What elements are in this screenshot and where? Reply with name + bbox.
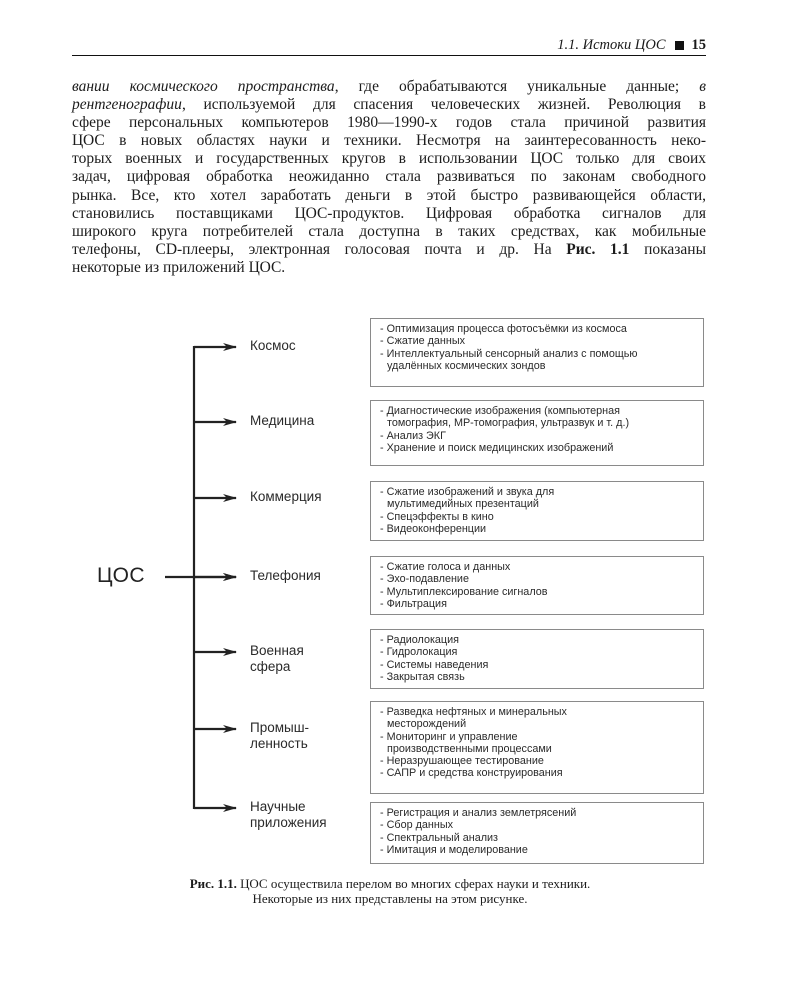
body-text-run: , используемой для спасения человеческих жизней. Революция в [181,96,706,114]
application-item [380,767,695,779]
application-box [370,629,704,689]
figure-reference: Рис. 1.1 [566,240,630,258]
body-text-run: сфере персональных компьютеров 1980—1990-х годов стала причиной развития [72,114,706,132]
category-label [250,799,327,831]
category-label-line: Военная [250,643,304,658]
application-box [370,400,704,466]
application-box [370,802,704,864]
application-item [380,561,695,573]
body-text-run: торых военных и государственных кругов в использовании ЦОС только для своих [72,150,706,168]
application-item [380,832,695,844]
application-item-text: - Сжатие данных [380,335,465,348]
category-label-line: сфера [250,659,291,674]
application-item [380,586,695,598]
application-item-text: - Сбор данных [380,819,453,832]
application-item-text: - Фильтрация [380,597,447,610]
application-item-text: - Разведка нефтяных и минеральных [380,706,567,718]
application-item [380,335,695,347]
application-item-text: - Анализ ЭКГ [380,429,446,442]
application-item-text: - Спецэффекты в кино [380,510,494,523]
application-item [380,323,695,335]
section-title: 1.1. Истоки ЦОС [557,37,666,53]
application-item-text: - Спектральный анализ [380,831,498,844]
application-item-text: - Видеоконференции [380,522,487,535]
application-item [380,523,695,535]
application-item-text: - Неразрушающее тестирование [380,755,544,768]
application-item-text: - Закрытая связь [380,670,465,683]
application-item [380,405,695,430]
application-item-text: - Регистрация и анализ землетрясений [380,807,577,819]
application-item [380,634,695,646]
application-item-text: - Сжатие голоса и данных [380,561,511,573]
category-label-line: приложения [250,815,327,830]
caption-label: Рис. 1.1. [189,876,237,891]
application-item-continuation: производственными процессами [387,742,552,755]
category-label-line: Телефония [250,568,321,583]
application-item [380,755,695,767]
application-item [380,511,695,523]
caption-line-1 [100,877,680,892]
category-label [250,338,296,354]
application-item [380,348,695,373]
application-item [380,807,695,819]
application-item-text: - Оптимизация процесса фотосъёмки из космоса [380,323,627,335]
application-item [380,706,695,731]
application-item-text: - Эхо-подавление [380,573,469,586]
emphasis-text: в [699,78,706,95]
application-item [380,486,695,511]
application-item [380,430,695,442]
category-label-line: Коммерция [250,489,322,504]
page-number: 15 [691,37,706,53]
application-item [380,442,695,454]
application-item [380,646,695,658]
body-text-run: широкого круга потребителей стала доступна в таких средствах, как мобильные [72,222,706,240]
category-label-line: ленность [250,736,308,751]
application-item-text: - Радиолокация [380,634,459,646]
body-text-run: рынка. Все, кто хотел заработать деньги в этой быстро развивающейся области, [72,186,706,204]
application-item [380,731,695,756]
application-item-text: - Сжатие изображений и звука для [380,486,555,498]
application-box [370,701,704,794]
body-text-run: становились поставщиками ЦОС-продуктов. Цифровая обработка сигналов для [72,204,706,222]
application-item-text: - Имитация и моделирование [380,843,528,856]
application-item-continuation: томография, МР-томография, ультразвук и т. д.) [387,417,630,430]
application-item-text: - Диагностические изображения (компьютерная [380,405,620,417]
application-item-text: - Интеллектуальный сенсорный анализ с помощью [380,347,638,360]
category-label-line: Медицина [250,413,315,428]
application-box [370,318,704,387]
application-item-text: - Гидролокация [380,646,458,659]
category-label-line: Космос [250,338,296,353]
category-label-line: Промыш- [250,720,310,735]
application-item-continuation: месторождений [387,718,467,731]
category-label [250,489,322,505]
body-text-run: показаны [629,240,707,258]
application-item [380,573,695,585]
emphasis-text: вании космического пространства [72,78,335,95]
application-item [380,844,695,856]
root-label-dsp: ЦОС [97,564,146,587]
category-label [250,643,304,675]
category-label-line: Научные [250,799,306,814]
figure-caption [100,877,680,906]
caption-text-1: ЦОС осуществила перелом во многих сферах науки и техники. [236,876,591,891]
application-box [370,556,704,615]
application-item-text: - Мониторинг и управление [380,730,518,743]
application-item-continuation: мультимедийных презентаций [387,498,539,511]
body-text-run: некоторые из приложений ЦОС. [72,258,286,276]
application-item-continuation: удалённых космических зондов [387,359,546,372]
body-text-run: задач, цифровая обработка неожиданно стала развиваться по законам свободного [72,168,706,186]
body-text-run: ЦОС в новых областях науки и техники. Несмотря на заинтересованность неко- [72,132,706,150]
category-label [250,568,321,584]
application-item-text: - Хранение и поиск медицинских изображений [380,441,614,454]
application-item-text: - Мультиплексирование сигналов [380,585,548,598]
body-text-run: телефоны, CD-плееры, электронная голосовая почта и др. На [72,240,567,258]
emphasis-text: рентгенографии [72,96,182,114]
application-item-text: - Системы наведения [380,658,489,671]
category-label [250,720,309,752]
application-item [380,819,695,831]
application-box [370,481,704,541]
application-item [380,598,695,610]
category-label [250,413,314,429]
application-item-text: - САПР и средства конструирования [380,767,563,780]
application-item [380,659,695,671]
application-item [380,671,695,683]
caption-line-2: Некоторые из них представлены на этом рисунке. [252,890,528,906]
body-text-run: , где обрабатываются уникальные данные; [334,78,700,95]
